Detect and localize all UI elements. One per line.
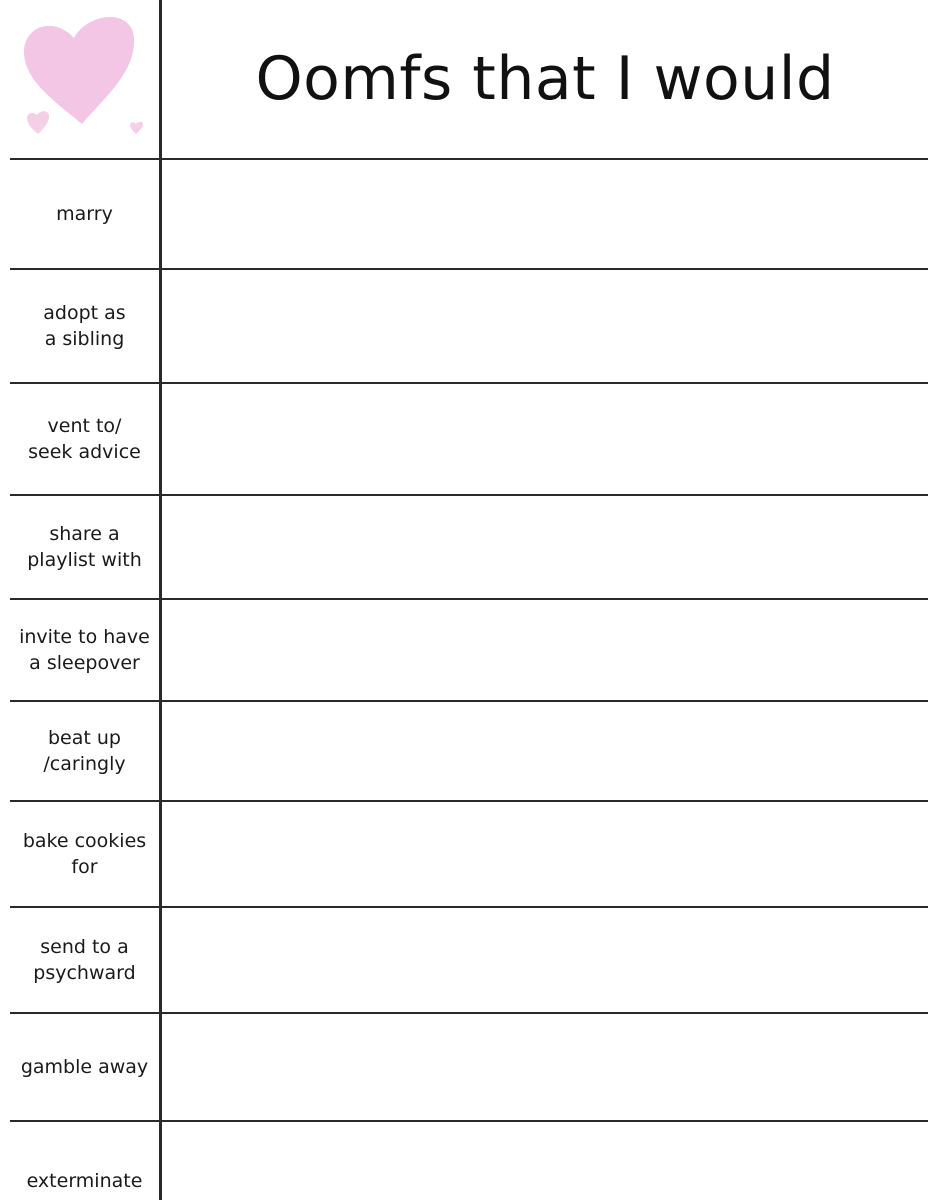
row-label-beat-up: beat up /caringly: [43, 727, 126, 775]
row-label-bake-cookies: bake cookies for: [22, 830, 147, 878]
row-label-psychward: send to a psychward: [33, 936, 136, 984]
answer-cell-gamble-away[interactable]: [162, 1014, 928, 1120]
chart-title: Oomfs that I would: [255, 44, 835, 114]
small-heart-right-icon: [130, 122, 143, 134]
answer-cell-psychward[interactable]: [162, 908, 928, 1012]
answer-cell-adopt-as-sibling[interactable]: [162, 270, 928, 382]
row-label-sleepover: invite to have a sleepover: [19, 626, 150, 674]
answer-cell-sleepover[interactable]: [162, 600, 928, 700]
answer-cell-vent-to[interactable]: [162, 384, 928, 494]
answer-cell-exterminate[interactable]: [162, 1122, 928, 1200]
small-heart-left-icon: [27, 111, 49, 134]
answer-cell-beat-up[interactable]: [162, 702, 928, 800]
answer-cell-bake-cookies[interactable]: [162, 802, 928, 906]
hearts-icon: [0, 0, 159, 158]
answer-cell-share-playlist[interactable]: [162, 496, 928, 598]
row-label-share-playlist: share a playlist with: [27, 523, 142, 571]
row-label-vent-to: vent to/ seek advice: [28, 415, 141, 463]
answer-cell-marry[interactable]: [162, 160, 928, 268]
row-label-adopt-as-sibling: adopt as a sibling: [43, 302, 126, 350]
row-label-exterminate: exterminate: [26, 1170, 143, 1192]
big-heart-icon: [24, 17, 134, 124]
row-label-marry: marry: [56, 203, 113, 225]
row-label-gamble-away: gamble away: [20, 1056, 149, 1078]
